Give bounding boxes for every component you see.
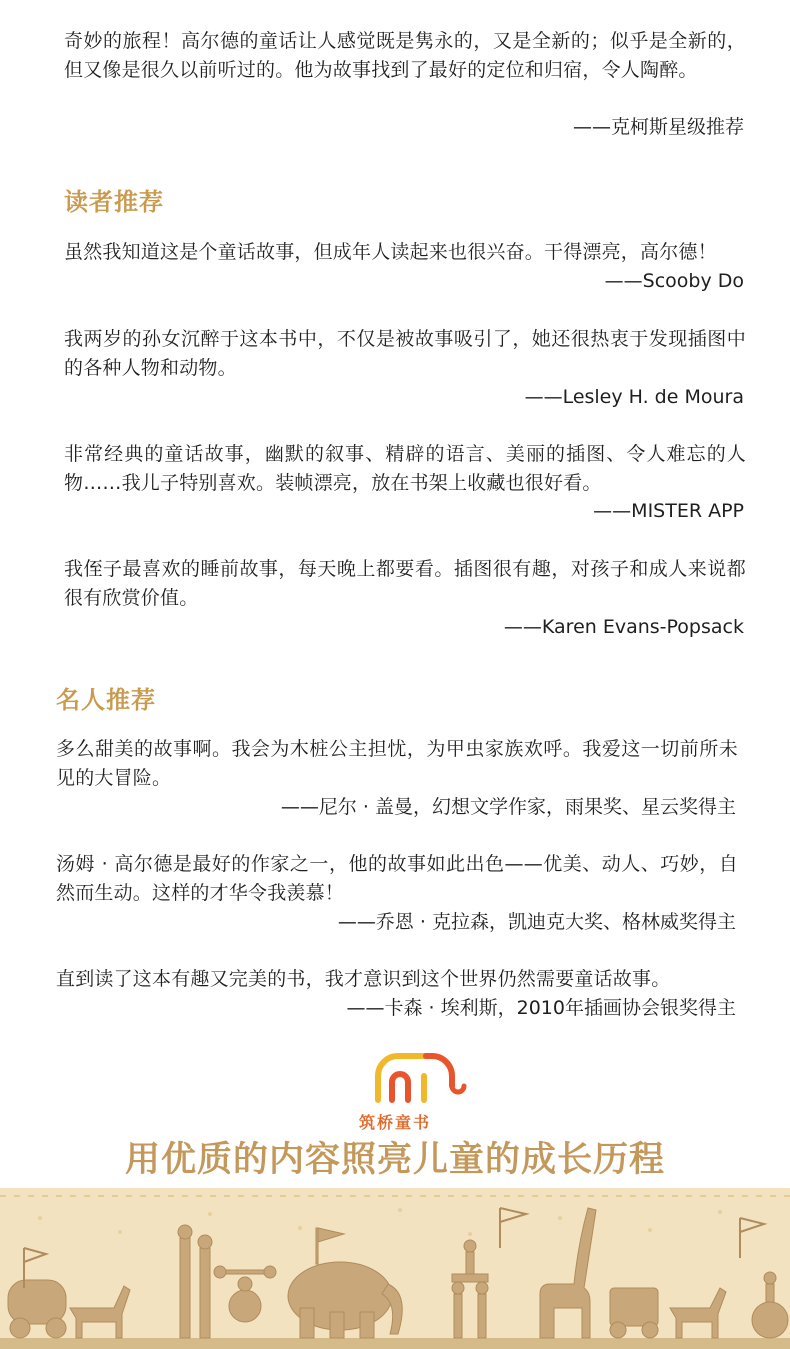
celebrity-review-text: 多么甜美的故事啊。我会为木桩公主担忧，为甲虫家族欢呼。我爱这一切前所未见的大冒险。 xyxy=(56,738,738,789)
celebrities-heading: 名人推荐 xyxy=(56,686,156,714)
top-review-source: ——克柯斯星级推荐 xyxy=(572,116,744,138)
top-review-text: 奇妙的旅程！高尔德的童话让人感觉既是隽永的，又是全新的；似乎是全新的，但又像是很久以前听过的。他为故事找到了最好的定位和归宿，令人陶醉。 xyxy=(64,30,746,81)
reader-review-text: 虽然我知道这是个童话故事，但成年人读起来也很兴奋。干得漂亮，高尔德！ xyxy=(64,241,717,263)
reader-review-text: 我两岁的孙女沉醉于这本书中，不仅是被故事吸引了，她还很热衷于发现插图中的各种人物和动物。 xyxy=(64,328,746,379)
circus-parade-illustration xyxy=(0,1188,790,1349)
readers-heading: 读者推荐 xyxy=(64,188,164,216)
reader-review-source: ——Lesley H. de Moura xyxy=(524,386,744,408)
elephant-logo-icon xyxy=(370,1046,470,1106)
celebrity-review-source: ——卡森 · 埃利斯，2010年插画协会银奖得主 xyxy=(346,997,736,1019)
celebrity-review-text: 汤姆 · 高尔德是最好的作家之一，他的故事如此出色——优美、动人、巧妙，自然而生动。这样的才华令我羡慕！ xyxy=(56,853,738,904)
celebrity-review-source: ——乔恩 · 克拉森，凯迪克大奖、格林威奖得主 xyxy=(337,911,736,933)
celebrity-review-text: 直到读了这本有趣又完美的书，我才意识到这个世界仍然需要童话故事。 xyxy=(56,968,671,990)
celebrity-review-source: ——尼尔 · 盖曼，幻想文学作家，雨果奖、星云奖得主 xyxy=(280,796,736,818)
reader-review-text: 非常经典的童话故事，幽默的叙事、精辟的语言、美丽的插图、令人难忘的人物……我儿子特别喜欢。装帧漂亮，放在书架上收藏也很好看。 xyxy=(64,443,746,494)
slogan: 用优质的内容照亮儿童的成长历程 xyxy=(124,1140,665,1180)
reader-review-source: ——MISTER APP xyxy=(593,500,744,522)
reader-review-text: 我侄子最喜欢的睡前故事，每天晚上都要看。插图很有趣，对孩子和成人来说都很有欣赏价值。 xyxy=(64,558,746,609)
reader-review-source: ——Karen Evans-Popsack xyxy=(503,616,744,638)
reader-review-source: ——Scooby Do xyxy=(604,270,744,292)
brand-name: 筑桥童书 xyxy=(358,1113,431,1132)
